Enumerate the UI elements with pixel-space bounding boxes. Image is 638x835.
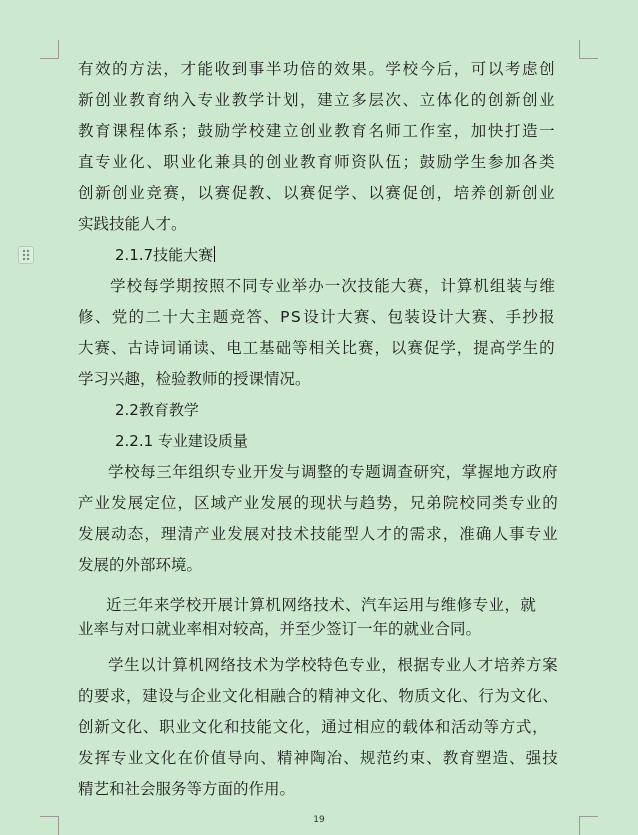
text-line: 学 生 以 计 算 机 网 络 技 术 为 学 校 特 色 专 业 ， 根 据 专 业 人 才 培 养 方 案 (108, 656, 558, 674)
subsection-heading: 2.2.1 专业建设质量 (115, 432, 248, 450)
text-line: 学习兴趣，检验教师的授课情况。 (78, 370, 311, 388)
text-line: 创 新 文 化 、 职 业 文 化 和 技 能 文 化 ， 通 过 相 应 的 载 体 和 活 动 等 方 式 ， (78, 718, 548, 736)
crop-mark-top-right (579, 40, 598, 59)
page-number: 19 (313, 815, 325, 825)
text-line: 的 要 求 ， 建 设 与 企 业 文 化 相 融 合 的 精 神 文 化 、 物 质 文 化 、 行 为 文 化 、 (78, 687, 558, 705)
text-line: 学 校 每 三 年 组 织 专 业 开 发 与 调 整 的 专 题 调 查 研 究 ， 掌 握 地 方 政 府 (108, 463, 558, 481)
text-line: 新 创 业 教 育 纳 入 专 业 教 学 计 划 ， 建 立 多 层 次 、 立 体 化 的 创 新 创 业 (78, 91, 555, 109)
crop-mark-top-left (40, 40, 59, 59)
text-line: 精艺和社会服务等方面的作用。 (78, 780, 296, 798)
text-line: 实践技能人才。 (78, 215, 187, 233)
text-line: 学 校 每 学 期 按 照 不 同 专 业 举 办 一 次 技 能 大 赛 ， 计 算 机 组 装 与 维 (110, 277, 555, 295)
text-line: 产 业 发 展 定 位 ， 区 域 产 业 发 展 的 现 状 与 趋 势 ， 兄 弟 院 校 同 类 专 业 的 (78, 494, 558, 512)
text-line: 创 新 创 业 竞 赛 ， 以 赛 促 教 、 以 赛 促 学 、 以 赛 促 创 ， 培 养 创 新 创 业 (78, 184, 555, 202)
text-line: 发展的外部环境。 (78, 556, 203, 574)
crop-mark-bottom-left (40, 816, 59, 835)
text-line: 直 专 业 化 、 职 业 化 兼 具 的 创 业 教 育 师 资 队 伍 ； 鼓 励 学 生 参 加 各 类 (78, 153, 555, 171)
text-line: 教 育 课 程 体 系 ； 鼓 励 学 校 建 立 创 业 教 育 名 师 工 作 室 ， 加 快 打 造 一 (78, 122, 555, 140)
text-cursor (214, 246, 215, 262)
text-line: 发 展 动 态 ， 理 清 产 业 发 展 对 技 术 技 能 型 人 才 的 需 求 ， 准 确 人 事 专 业 (78, 525, 558, 543)
text-line: 近 三 年 来 学 校 开 展 计 算 机 网 络 技 术 、 汽 车 运 用 与 维 修 专 业 ， 就 (106, 596, 536, 614)
section-heading (115, 245, 215, 265)
section-heading: 2.2教育教学 (115, 401, 199, 419)
crop-mark-bottom-right (579, 816, 598, 835)
drag-handle-icon[interactable] (18, 246, 34, 264)
text-line: 发 挥 专 业 文 化 在 价 值 导 向 、 精 神 陶 冶 、 规 范 约 束 、 教 育 塑 造 、 强 技 (78, 749, 558, 767)
text-line: 修 、 党 的 二 十 大 主 题 竞 答 、 P S 设 计 大 赛 、 包 装 设 计 大 赛 、 手 抄 报 (78, 308, 555, 326)
section-heading-text: 2.1.7技能大赛 (115, 246, 214, 264)
text-line: 大 赛 、 古 诗 词 诵 读 、 电 工 基 础 等 相 关 比 赛 ， 以 赛 促 学 ， 提 高 学 生 的 (78, 339, 555, 357)
text-line: 有 效 的 方 法 ， 才 能 收 到 事 半 功 倍 的 效 果 。 学 校 今 后 ， 可 以 考 虑 创 (78, 60, 555, 78)
text-line: 业率与对口就业率相对较高，并至少签订一年的就业合同。 (78, 620, 482, 638)
